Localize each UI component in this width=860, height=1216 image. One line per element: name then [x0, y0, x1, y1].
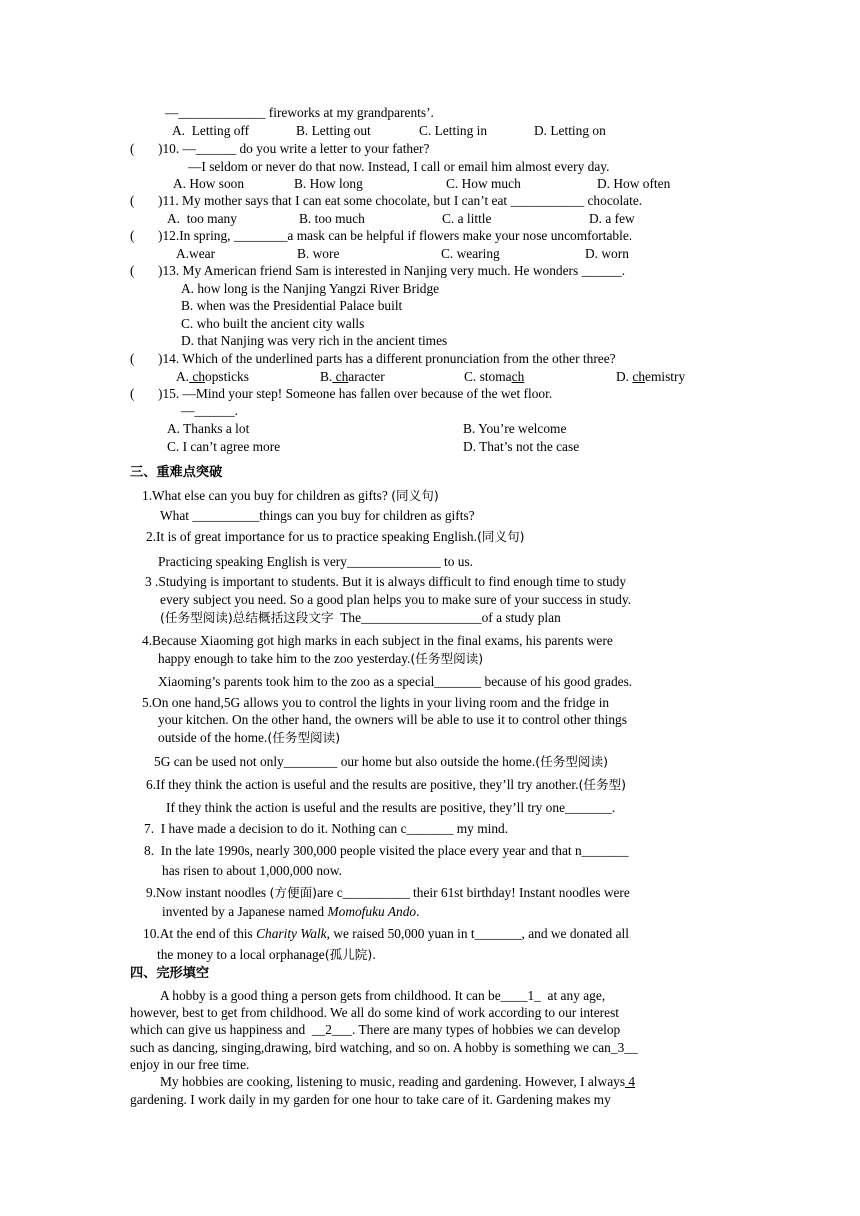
q9-answer-line: —_____________ fireworks at my grandparents’.	[165, 105, 434, 120]
q14-option-a: A. chopsticks	[176, 369, 249, 384]
q9-option-b: B. Letting out	[296, 123, 371, 138]
cloze-line: A hobby is a good thing a person gets from childhood. It can be____1_ at any age,	[160, 988, 606, 1003]
q15-option-a: A. Thanks a lot	[167, 421, 250, 436]
s3-line: What __________things can you buy for children as gifts?	[160, 508, 475, 523]
s3-line: 8. In the late 1990s, nearly 300,000 people visited the place every year and that n_______	[144, 843, 629, 858]
q12-bracket: (	[130, 228, 135, 243]
q11-option-b: B. too much	[299, 211, 365, 226]
s3-line: your kitchen. On the other hand, the owners will be able to use it to control other things	[158, 712, 627, 727]
q10-reply: —I seldom or never do that now. Instead, I call or email him almost every day.	[188, 159, 610, 174]
s3-line: the money to a local orphanage(孤儿院).	[157, 947, 376, 962]
cloze-line: such as dancing, singing,drawing, bird watching, and so on. A hobby is something we can_3__	[130, 1040, 638, 1055]
q15-option-b: B. You’re welcome	[463, 421, 567, 436]
q11-option-c: C. a little	[442, 211, 492, 226]
cloze-line: however, best to get from childhood. We all do some kind of work according to our interest	[130, 1005, 620, 1020]
q11-option-d: D. a few	[589, 211, 635, 226]
s3-line: 2.It is of great importance for us to practice speaking English.(同义句)	[146, 529, 525, 544]
q13-option-a: A. how long is the Nanjing Yangzi River Bridge	[181, 281, 440, 296]
q10-option-b: B. How long	[294, 176, 363, 191]
cloze-blank: 4	[625, 1074, 636, 1089]
section3-title: 三、重难点突破	[130, 465, 223, 480]
cloze-blank: _3__	[610, 1040, 638, 1055]
s3-line: 3 .Studying is important to students. But it is always difficult to find enough time to study	[145, 574, 627, 589]
cloze-line: enjoy in our free time.	[130, 1057, 250, 1072]
q14-underlined-part: ch	[332, 369, 349, 384]
s3-line: outside of the home.(任务型阅读)	[158, 730, 341, 745]
s3-line: If they think the action is useful and the results are positive, they’ll try one_______.	[166, 800, 616, 815]
q13-option-b: B. when was the Presidential Palace built	[181, 298, 403, 313]
q13-stem: )13. My American friend Sam is interested in Nanjing very much. He wonders ______.	[158, 263, 626, 278]
q13-option-c: C. who built the ancient city walls	[181, 316, 365, 331]
q13-bracket: (	[130, 263, 135, 278]
q10-option-c: C. How much	[446, 176, 521, 191]
s3-line: 10.At the end of this Charity Walk, we raised 50,000 yuan in t_______, and we donated all	[143, 926, 629, 941]
q14-option-c: C. stomach	[464, 369, 525, 384]
q9-option-d: D. Letting on	[534, 123, 606, 138]
s3-line: 6.If they think the action is useful and the results are positive, they’ll try another.(任务型)	[146, 777, 627, 792]
s3-line: invented by a Japanese named Momofuku Ando.	[162, 904, 420, 919]
q15-reply: —______.	[181, 403, 238, 418]
q11-option-a: A. too many	[167, 211, 237, 226]
q9-option-c: C. Letting in	[419, 123, 488, 138]
cloze-line: gardening. I work daily in my garden for one hour to take care of it. Gardening makes my	[130, 1092, 611, 1107]
s3-line: 1.What else can you buy for children as gifts? (同义句)	[142, 488, 439, 503]
section4-title: 四、完形填空	[130, 966, 210, 981]
s3-line: has risen to about 1,000,000 now.	[162, 863, 342, 878]
q10-bracket: (	[130, 141, 135, 156]
q12-option-a: A.wear	[176, 246, 216, 261]
s3-line: 5G can be used not only________ our home but also outside the home.(任务型阅读)	[154, 754, 608, 769]
q11-bracket: (	[130, 193, 135, 208]
q13-option-d: D. that Nanjing was very rich in the ancient times	[181, 333, 448, 348]
q11-stem: )11. My mother says that I can eat some chocolate, but I can’t eat ___________ chocolate.	[158, 193, 643, 208]
q14-underlined-part: ch	[632, 369, 646, 384]
q12-option-b: B. wore	[297, 246, 340, 261]
q14-underlined-part: ch	[189, 369, 206, 384]
s3-line: every subject you need. So a good plan helps you to make sure of your success in study.	[160, 592, 632, 607]
q12-option-d: D. worn	[585, 246, 629, 261]
q10-stem: )10. —______ do you write a letter to your father?	[158, 141, 430, 156]
s3-line: 5.On one hand,5G allows you to control the lights in your living room and the fridge in	[142, 695, 610, 710]
q15-bracket: (	[130, 386, 135, 401]
q10-option-a: A. How soon	[173, 176, 245, 191]
q15-option-c: C. I can’t agree more	[167, 439, 281, 454]
cloze-line: My hobbies are cooking, listening to music, reading and gardening. However, I always 4	[160, 1074, 636, 1089]
q12-stem: )12.In spring, ________a mask can be helpful if flowers make your nose uncomfortable.	[158, 228, 633, 243]
s3-line: Practicing speaking English is very______________ to us.	[158, 554, 474, 569]
q14-bracket: (	[130, 351, 135, 366]
s3-line: happy enough to take him to the zoo yesterday.(任务型阅读)	[158, 651, 484, 666]
cloze-line: which can give us happiness and __2___. There are many types of hobbies we can develop	[130, 1022, 621, 1037]
s3-line: Xiaoming’s parents took him to the zoo as a special_______ because of his good grades.	[158, 674, 633, 689]
q15-option-d: D. That’s not the case	[463, 439, 580, 454]
cloze-blank: ____1_	[500, 988, 541, 1003]
q10-option-d: D. How often	[597, 176, 671, 191]
s3-line: (任务型阅读)总结概括这段文字 The__________________of a study plan	[160, 610, 561, 625]
q14-option-d: D. chemistry	[616, 369, 686, 384]
q9-option-a: A. Letting off	[172, 123, 250, 138]
q14-stem: )14. Which of the underlined parts has a different pronunciation from the other three?	[158, 351, 616, 366]
q14-underlined-part: ch	[511, 369, 525, 384]
cloze-blank: __2___	[311, 1022, 353, 1037]
q15-stem: )15. —Mind your step! Someone has fallen over because of the wet floor.	[158, 386, 553, 401]
q12-option-c: C. wearing	[441, 246, 500, 261]
s3-line: 9.Now instant noodles (方便面)are c__________ their 61st birthday! Instant noodles were	[146, 885, 630, 900]
q14-option-b: B. character	[320, 369, 385, 384]
s3-line: 4.Because Xiaoming got high marks in each subject in the final exams, his parents were	[142, 633, 613, 648]
s3-line: 7. I have made a decision to do it. Nothing can c_______ my mind.	[144, 821, 509, 836]
